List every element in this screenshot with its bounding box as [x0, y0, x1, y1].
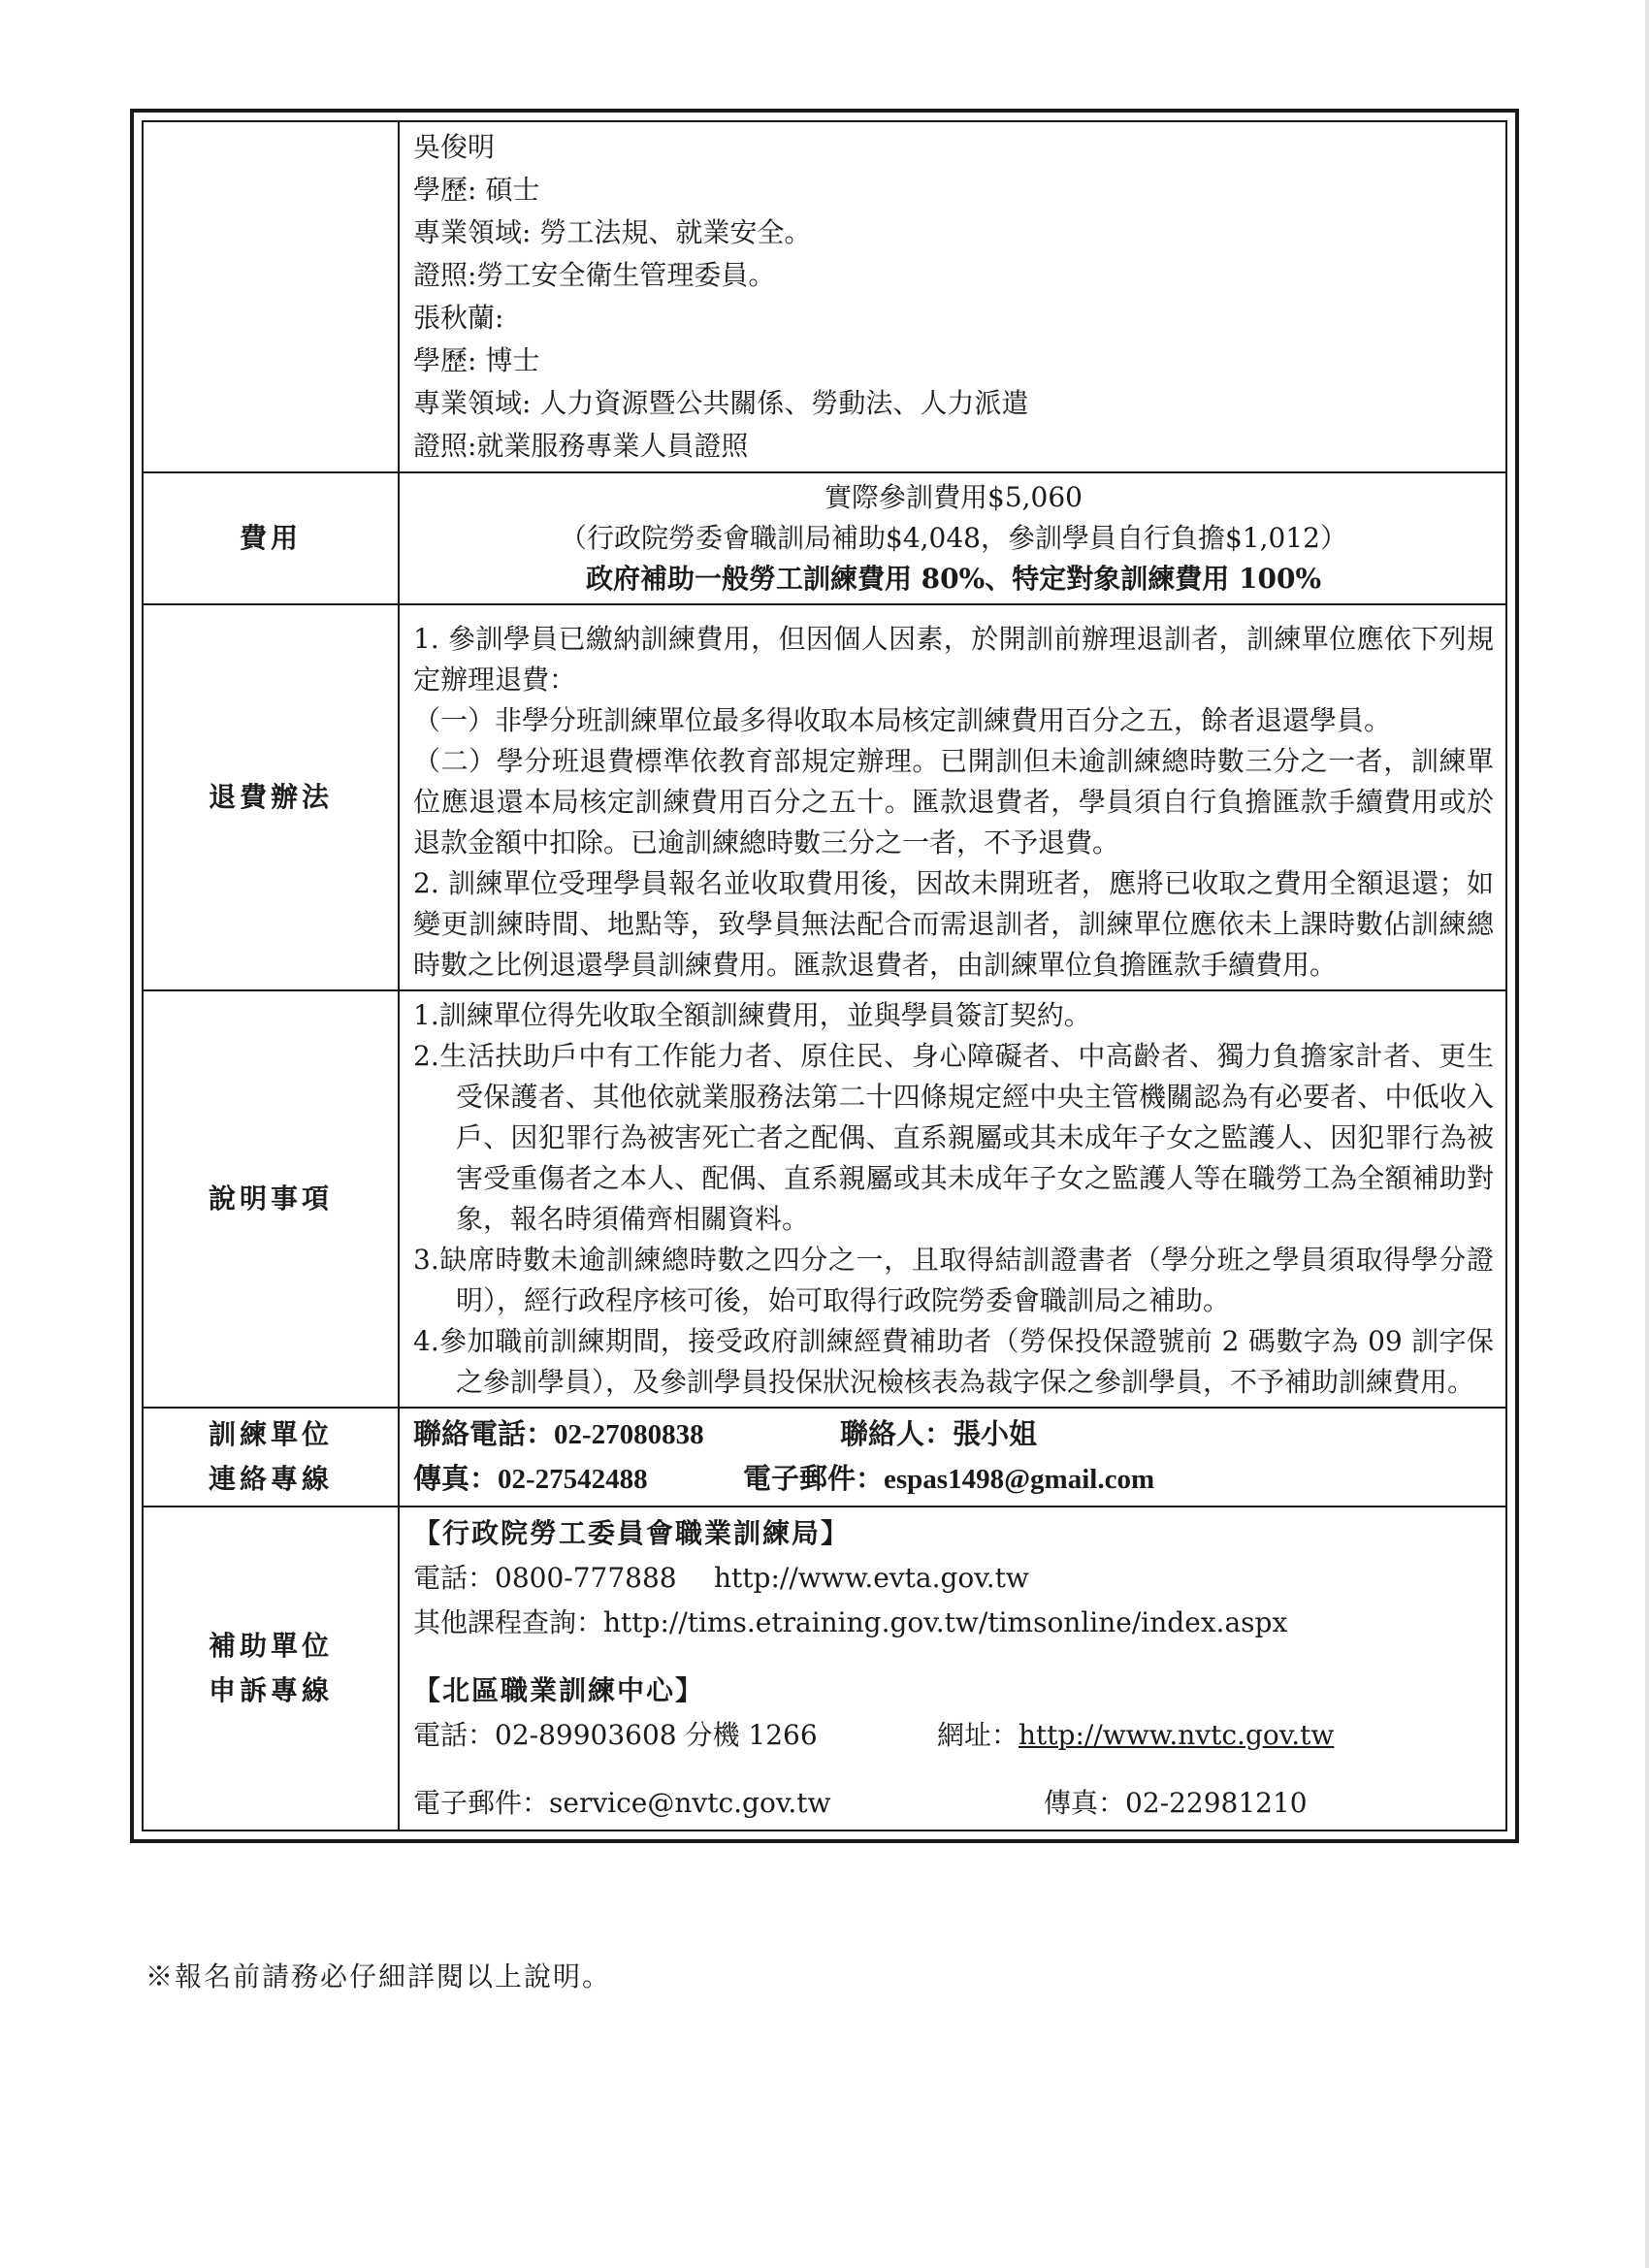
fee-breakdown: （行政院勞委會職訓局補助$4,048，參訓學員自行負擔$1,012） — [560, 522, 1347, 554]
instructor-line: 學歷: 碩士 — [413, 174, 540, 206]
page-edge — [1645, 0, 1649, 2268]
note-item: 2.生活扶助戶中有工作能力者、原住民、身心障礙者、中高齡者、獨力負擔家計者、更生受保護者、其他依就業服務法第二十四條規定經中央主管機關認為有必要者、中低收入戶、因犯罪行為被害死亡者之配偶、直系親屬或其未成年子女之監護人、因犯罪行為被害受重傷者之本人、配偶、直系親屬或其未成年子女之監護人等在職勞工為全額補助對象，報名時須備齊相關資料。 — [413, 1040, 1494, 1235]
evta-courses-link[interactable]: 其他課程查詢：http://tims.etraining.gov.tw/timsonline/index.aspx — [413, 1606, 1288, 1638]
subsidy-contact-cell — [399, 1507, 1506, 1831]
subsidy-contact-label-line1: 補助單位 — [208, 1630, 333, 1662]
training-contact-label — [143, 1408, 399, 1507]
training-phone: 聯絡電話：02-27080838 — [413, 1419, 704, 1450]
spacer — [413, 1758, 1494, 1781]
training-contact-label-line1: 訓練單位 — [208, 1418, 333, 1450]
nvtc-title: 【北區職業訓練中心】 — [413, 1674, 705, 1706]
training-contact-label-line2: 連絡專線 — [208, 1463, 333, 1495]
training-email: 電子郵件：espas1498@gmail.com — [743, 1464, 1155, 1495]
training-fax: 傳真：02-27542488 — [413, 1464, 648, 1495]
notes-cell — [399, 990, 1506, 1408]
course-info-table — [130, 109, 1519, 1843]
subsidy-contact-label-line2: 申訴專線 — [208, 1674, 333, 1706]
evta-title: 【行政院勞工委員會職業訓練局】 — [413, 1517, 851, 1549]
fee-label: 費用 — [143, 472, 399, 604]
training-contact-line2 — [413, 1457, 1494, 1502]
refund-label: 退費辦法 — [143, 604, 399, 990]
refund-row — [143, 604, 1506, 990]
refund-paragraph: （一）非學分班訓練單位最多得收取本局核定訓練費用百分之五，餘者退還學員。 — [413, 704, 1392, 736]
instructor-line: 證照:勞工安全衛生管理委員。 — [413, 259, 776, 291]
nvtc-email: 電子郵件：service@nvtc.gov.tw — [413, 1787, 831, 1819]
training-contact-cell — [399, 1408, 1506, 1507]
nvtc-phone: 電話：02-89903608 分機 1266 — [413, 1719, 818, 1751]
fee-actual: 實際參訓費用$5,060 — [824, 481, 1083, 513]
note-item: 1.訓練單位得先收取全額訓練費用，並與學員簽訂契約。 — [413, 999, 1091, 1031]
nvtc-fax: 傳真：02-22981210 — [1044, 1787, 1308, 1819]
instructor-cell — [399, 121, 1506, 472]
instructor-line: 專業領域: 勞工法規、就業安全。 — [413, 216, 812, 248]
note-item: 3.缺席時數未逾訓練總時數之四分之一，且取得結訓證書者（學分班之學員須取得學分證明），經行政程序核可後，始可取得行政院勞委會職訓局之補助。 — [413, 1244, 1494, 1316]
instructor-line: 張秋蘭: — [413, 302, 504, 334]
nvtc-contact-line — [413, 1713, 1494, 1758]
instructor-line: 吳俊明 — [413, 131, 496, 163]
training-contact-row — [143, 1408, 1506, 1507]
training-contact-person: 聯絡人：張小姐 — [840, 1419, 1038, 1450]
nvtc-web-link[interactable]: http://www.nvtc.gov.tw — [1018, 1719, 1335, 1751]
refund-paragraph: 1. 參訓學員已繳納訓練費用，但因個人因素，於開訓前辦理退訓者，訓練單位應依下列規定辦理退費： — [413, 623, 1494, 696]
refund-cell — [399, 604, 1506, 990]
refund-paragraph: （二）學分班退費標準依教育部規定辦理。已開訓但未逾訓練總時數三分之一者，訓練單位應退還本局核定訓練費用百分之五十。匯款退費者，學員須自行負擔匯款手續費用或於退款金額中扣除。已逾訓練總時數三分之一者，不予退費。 — [413, 745, 1494, 859]
notes-label: 說明事項 — [143, 990, 399, 1408]
notes-row — [143, 990, 1506, 1408]
fee-cell — [399, 472, 1506, 604]
fee-subsidy-rate: 政府補助一般勞工訓練費用 80%、特定對象訓練費用 100% — [585, 563, 1322, 595]
nvtc-web-label: 網址： — [937, 1719, 1019, 1751]
note-item: 4.參加職前訓練期間，接受政府訓練經費補助者（勞保投保證號前 2 碼數字為 09 訓字保之參訓學員），及參訓學員投保狀況檢核表為裁字保之參訓學員，不予補助訓練費用。 — [413, 1325, 1494, 1398]
instructor-line: 專業領域: 人力資源暨公共關係、勞動法、人力派遣 — [413, 387, 1029, 419]
subsidy-contact-label — [143, 1507, 399, 1831]
evta-phone: 電話：0800-777888 — [413, 1562, 677, 1594]
refund-paragraph: 2. 訓練單位受理學員報名並收取費用後，因故未開班者，應將已收取之費用全額退還；如變更訓練時間、地點等，致學員無法配合而需退訓者，訓練單位應依未上課時數佔訓練總時數之比例退還學員訓練費用。匯款退費者，由訓練單位負擔匯款手續費用。 — [413, 867, 1494, 981]
spacer — [413, 1645, 1494, 1669]
subsidy-contact-row — [143, 1507, 1506, 1831]
evta-url[interactable]: http://www.evta.gov.tw — [714, 1562, 1029, 1594]
footnote: ※報名前請務必仔細詳閱以上說明。 — [146, 1960, 612, 1993]
evta-contact-line — [413, 1556, 1494, 1601]
training-contact-line1 — [413, 1412, 1494, 1457]
instructor-label-cell — [143, 121, 399, 472]
fee-row — [143, 472, 1506, 604]
nvtc-email-fax-line — [413, 1781, 1494, 1826]
instructor-line: 證照:就業服務專業人員證照 — [413, 430, 749, 462]
instructor-row — [143, 121, 1506, 472]
instructor-line: 學歷: 博士 — [413, 344, 540, 376]
